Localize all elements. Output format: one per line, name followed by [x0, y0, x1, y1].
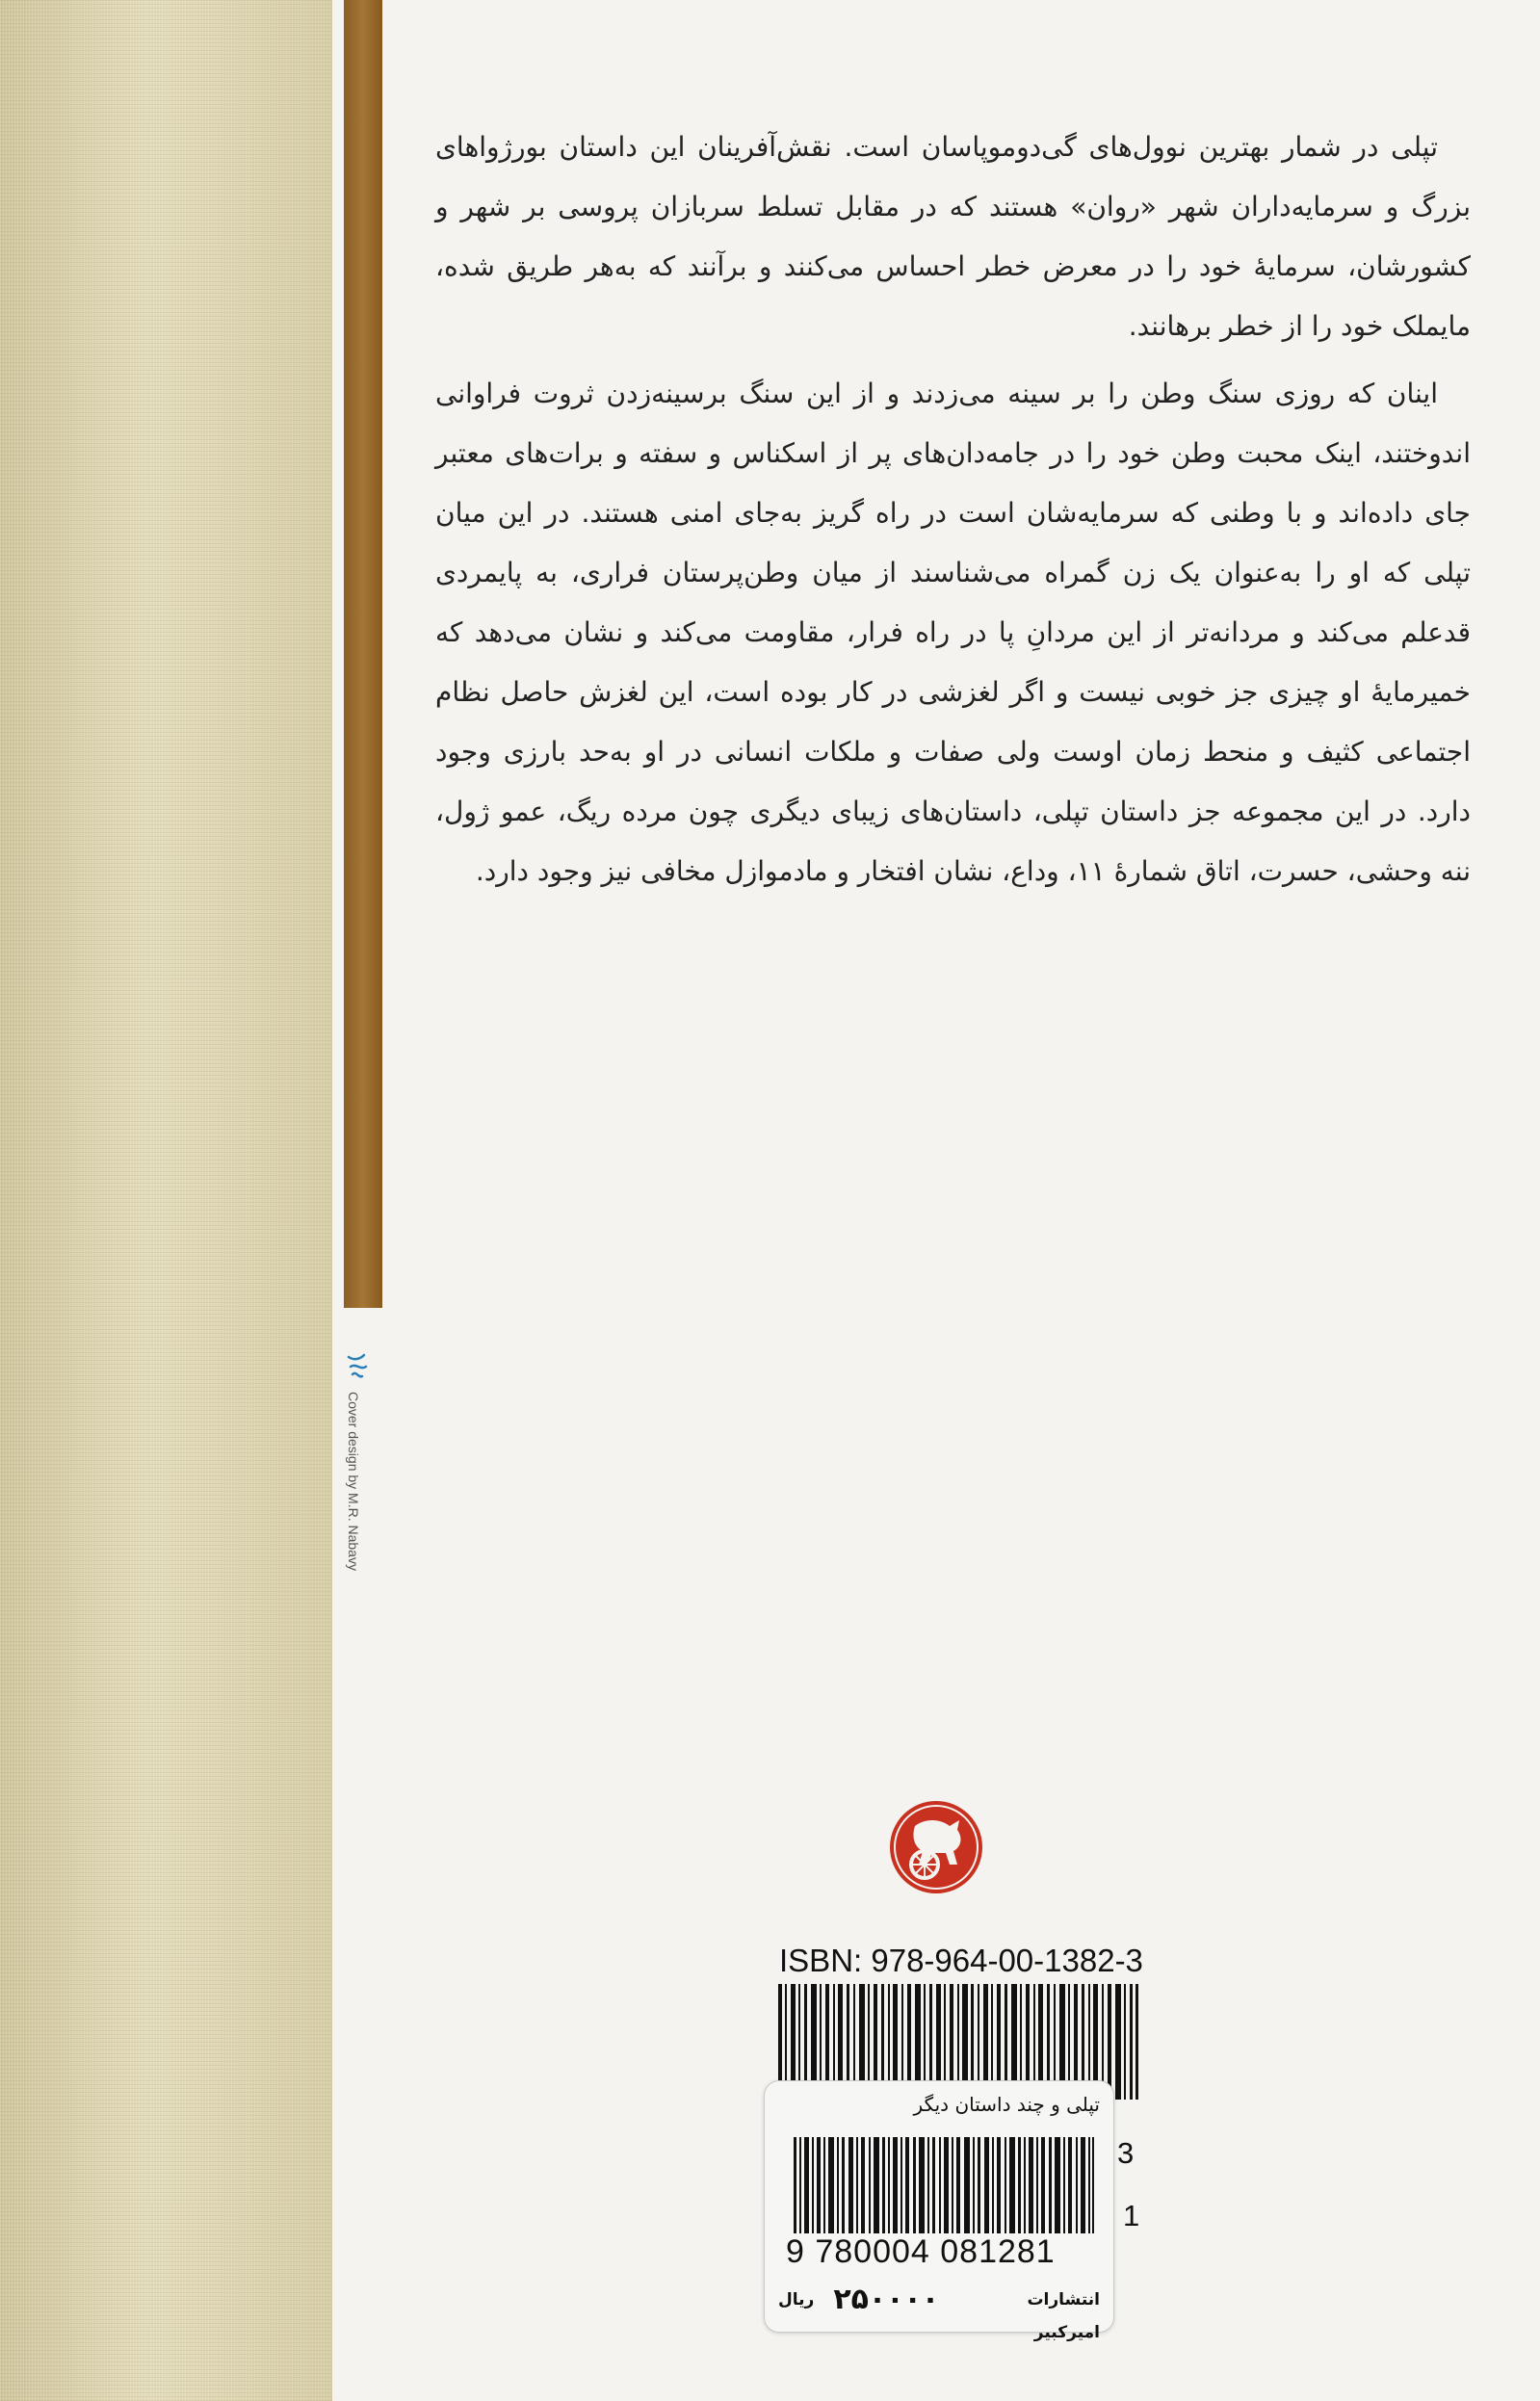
- designer-mark-icon: [345, 1353, 368, 1382]
- isbn-label: ISBN: 978-964-00-1382-3: [779, 1943, 1143, 1978]
- sticker-barcode: [794, 2137, 1094, 2233]
- back-cover-blurb: [435, 117, 1471, 901]
- blurb-paragraph-2: اینان که روزی سنگ وطن را بر سینه می‌زدند و از این سنگ برسینه‌زدن ثروت فراوانی اندوختند، اینک محبت وطن خود را در جامه‌دان‌های پر از اسکناس و سفته و برات‌های معتبر جای داده‌اند و با وطنی که سرمایه‌شان است در راه گریز به‌جای امنی هستند. در این میان تپلی که او را به‌عنوان یک زن گمراه می‌شناسند از میان وطن‌پرستان فراری، به پایمردی قدعلم می‌کند و مردانه‌تر از این مردانِ پا در راه فرار، مقاومت می‌کند و نشان می‌دهد که خمیرمایهٔ او چیزی جز خوبی نیست و اگر لغزشی در کار بوده است، این لغزش حاصل نظام اجتماعی کثیف و منحط زمان اوست ولی صفات و ملکات انسانی در او به‌حد بارزی وجود دارد. در این مجموعه جز داستان تپلی، داستان‌های زیبای دیگری چون مرده ریگ، عمو ژول، ننه وحشی، حسرت، اتاق شمارهٔ ۱۱، وداع، نشان افتخار و مادموازل مخافی نیز وجود دارد.: [435, 378, 1471, 887]
- blurb-paragraph-1: تپلی در شمار بهترین نوول‌های گی‌دوموپاسان است. نقش‌آفرینان این داستان بورژواهای بزرگ و سرمایه‌داران شهر «روان» هستند که در مقابل تسلط سربازان پروسی بر شهر و کشورشان، سرمایهٔ خود را در معرض خطر احساس می‌کنند و برآنند که به‌هر طریق شده، مایملک خود را از خطر برهانند.: [435, 131, 1471, 342]
- sticker-book-title: تپلی و چند داستان دیگر: [913, 2093, 1100, 2116]
- designer-credit: Cover design by M.R. Nabavy: [346, 1392, 361, 1571]
- sticker-publisher: انتشارات امیرکبیر: [1027, 2290, 1100, 2342]
- sticker-price-row: [765, 2284, 1113, 2349]
- spine-texture: [0, 0, 332, 2401]
- decorative-band: [344, 0, 382, 1308]
- sticker-currency: ریال: [778, 2290, 815, 2310]
- barcode-side-digit-top: 3: [1117, 2136, 1135, 2170]
- sticker-price: ۲۵۰۰۰۰: [833, 2283, 940, 2316]
- sticker-barcode-number: 9 780004 081281: [786, 2233, 1056, 2270]
- barcode-side-digit-bottom: 1: [1123, 2199, 1140, 2232]
- price-sticker: [764, 2080, 1114, 2342]
- publisher-logo-icon: [886, 1797, 986, 1897]
